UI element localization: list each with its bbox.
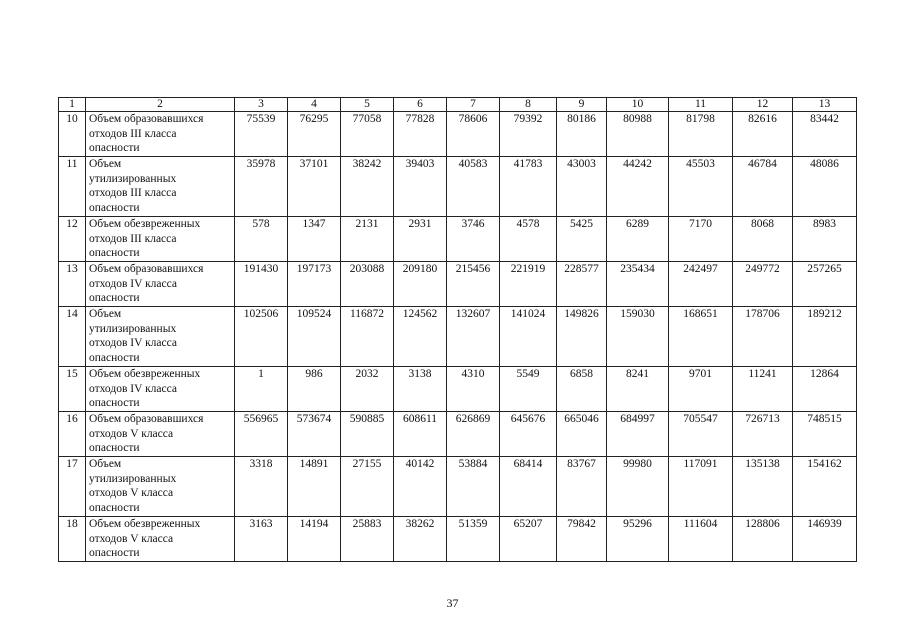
value-cell: 3318: [235, 457, 288, 517]
value-cell: 705547: [669, 412, 733, 457]
row-label: [86, 157, 235, 217]
row-label-line: отходов III класса: [89, 187, 177, 199]
value-cell: 41783: [500, 157, 557, 217]
row-label: [86, 517, 235, 562]
value-cell: 80186: [557, 112, 607, 157]
value-cell: 154162: [793, 457, 857, 517]
value-cell: 209180: [394, 262, 447, 307]
table-row: [59, 307, 857, 367]
row-label-line: опасности: [89, 201, 140, 214]
value-cell: 65207: [500, 517, 557, 562]
value-cell: 221919: [500, 262, 557, 307]
value-cell: 48086: [793, 157, 857, 217]
row-index: 16: [59, 412, 86, 457]
value-cell: 573674: [288, 412, 341, 457]
data-table: [58, 97, 857, 562]
row-label-line: Объем обезвреженных: [89, 368, 201, 380]
table-row: [59, 517, 857, 562]
value-cell: 4578: [500, 217, 557, 262]
row-index: 11: [59, 157, 86, 217]
value-cell: 80988: [607, 112, 669, 157]
value-cell: 6289: [607, 217, 669, 262]
column-number-header: 1: [59, 98, 86, 112]
row-index: 18: [59, 517, 86, 562]
value-cell: 590885: [341, 412, 394, 457]
row-label-line: утилизированных: [89, 172, 177, 185]
value-cell: 102506: [235, 307, 288, 367]
value-cell: 8983: [793, 217, 857, 262]
row-label-line: опасности: [89, 247, 140, 259]
value-cell: 51359: [447, 517, 500, 562]
value-cell: 8068: [733, 217, 793, 262]
value-cell: 37101: [288, 157, 341, 217]
row-label-line: Объем образовавшихся: [89, 263, 204, 275]
row-label-line: Объем обезвреженных: [89, 218, 201, 230]
value-cell: 128806: [733, 517, 793, 562]
table-row: [59, 262, 857, 307]
value-cell: 132607: [447, 307, 500, 367]
row-label-line: отходов III класса: [89, 232, 177, 245]
table-row: [59, 412, 857, 457]
value-cell: 53884: [447, 457, 500, 517]
value-cell: 5425: [557, 217, 607, 262]
value-cell: 626869: [447, 412, 500, 457]
value-cell: 608611: [394, 412, 447, 457]
value-cell: 9701: [669, 367, 733, 412]
value-cell: 189212: [793, 307, 857, 367]
value-cell: 235434: [607, 262, 669, 307]
value-cell: 109524: [288, 307, 341, 367]
value-cell: 4310: [447, 367, 500, 412]
value-cell: 83767: [557, 457, 607, 517]
row-label-line: опасности: [89, 547, 140, 559]
row-label: [86, 112, 235, 157]
value-cell: 1: [235, 367, 288, 412]
row-label-line: Объем обезвреженных: [89, 518, 201, 530]
value-cell: 8241: [607, 367, 669, 412]
value-cell: 986: [288, 367, 341, 412]
value-cell: 2032: [341, 367, 394, 412]
row-label-line: опасности: [89, 397, 140, 409]
value-cell: 11241: [733, 367, 793, 412]
column-number-header: 12: [733, 98, 793, 112]
header-row: [59, 98, 857, 112]
value-cell: 3163: [235, 517, 288, 562]
table-row: [59, 457, 857, 517]
value-cell: 95296: [607, 517, 669, 562]
value-cell: 25883: [341, 517, 394, 562]
column-number-header: 11: [669, 98, 733, 112]
value-cell: 46784: [733, 157, 793, 217]
row-label: [86, 262, 235, 307]
column-number-header: 5: [341, 98, 394, 112]
value-cell: 5549: [500, 367, 557, 412]
value-cell: 79392: [500, 112, 557, 157]
value-cell: 215456: [447, 262, 500, 307]
value-cell: 191430: [235, 262, 288, 307]
row-label-line: Объем образовавшихся: [89, 413, 204, 425]
value-cell: 2131: [341, 217, 394, 262]
value-cell: 249772: [733, 262, 793, 307]
value-cell: 665046: [557, 412, 607, 457]
row-label-line: отходов V класса: [89, 532, 174, 545]
value-cell: 77058: [341, 112, 394, 157]
row-label-line: опасности: [89, 442, 140, 454]
value-cell: 178706: [733, 307, 793, 367]
value-cell: 83442: [793, 112, 857, 157]
row-label-line: отходов III класса: [89, 127, 177, 140]
row-index: 10: [59, 112, 86, 157]
value-cell: 578: [235, 217, 288, 262]
value-cell: 38242: [341, 157, 394, 217]
value-cell: 7170: [669, 217, 733, 262]
row-index: 17: [59, 457, 86, 517]
value-cell: 12864: [793, 367, 857, 412]
value-cell: 82616: [733, 112, 793, 157]
value-cell: 197173: [288, 262, 341, 307]
value-cell: 117091: [669, 457, 733, 517]
row-label-line: Объем: [89, 158, 122, 170]
value-cell: 45503: [669, 157, 733, 217]
value-cell: 3746: [447, 217, 500, 262]
table-row: [59, 217, 857, 262]
value-cell: 203088: [341, 262, 394, 307]
row-label: [86, 457, 235, 517]
row-label-line: отходов IV класса: [89, 382, 177, 395]
value-cell: 27155: [341, 457, 394, 517]
value-cell: 116872: [341, 307, 394, 367]
column-number-header: 6: [394, 98, 447, 112]
row-label-line: Объем образовавшихся: [89, 113, 204, 125]
table-row: [59, 367, 857, 412]
row-index: 14: [59, 307, 86, 367]
value-cell: 39403: [394, 157, 447, 217]
value-cell: 6858: [557, 367, 607, 412]
column-number-header: 3: [235, 98, 288, 112]
column-number-header: 9: [557, 98, 607, 112]
value-cell: 168651: [669, 307, 733, 367]
row-index: 15: [59, 367, 86, 412]
value-cell: 14194: [288, 517, 341, 562]
column-number-header: 4: [288, 98, 341, 112]
value-cell: 748515: [793, 412, 857, 457]
value-cell: 684997: [607, 412, 669, 457]
value-cell: 149826: [557, 307, 607, 367]
value-cell: 124562: [394, 307, 447, 367]
value-cell: 3138: [394, 367, 447, 412]
value-cell: 1347: [288, 217, 341, 262]
value-cell: 35978: [235, 157, 288, 217]
row-label: [86, 367, 235, 412]
row-label-line: опасности: [89, 351, 140, 364]
value-cell: 76295: [288, 112, 341, 157]
value-cell: 40583: [447, 157, 500, 217]
row-index: 12: [59, 217, 86, 262]
value-cell: 44242: [607, 157, 669, 217]
value-cell: 146939: [793, 517, 857, 562]
column-number-header: 13: [793, 98, 857, 112]
value-cell: 645676: [500, 412, 557, 457]
row-label-line: отходов IV класса: [89, 337, 177, 349]
value-cell: 726713: [733, 412, 793, 457]
value-cell: 111604: [669, 517, 733, 562]
value-cell: 40142: [394, 457, 447, 517]
row-label-line: отходов IV класса: [89, 277, 177, 290]
value-cell: 75539: [235, 112, 288, 157]
row-label: [86, 307, 235, 367]
value-cell: 556965: [235, 412, 288, 457]
row-label-line: отходов V класса: [89, 487, 174, 499]
column-number-header: 10: [607, 98, 669, 112]
value-cell: 99980: [607, 457, 669, 517]
value-cell: 43003: [557, 157, 607, 217]
value-cell: 68414: [500, 457, 557, 517]
row-index: 13: [59, 262, 86, 307]
column-number-header: 2: [86, 98, 235, 112]
row-label-line: Объем: [89, 308, 122, 320]
row-label: [86, 217, 235, 262]
row-label-line: отходов V класса: [89, 427, 174, 440]
value-cell: 242497: [669, 262, 733, 307]
value-cell: 257265: [793, 262, 857, 307]
row-label-line: утилизированных: [89, 472, 177, 485]
value-cell: 81798: [669, 112, 733, 157]
value-cell: 38262: [394, 517, 447, 562]
table-row: [59, 157, 857, 217]
row-label-line: опасности: [89, 501, 140, 514]
value-cell: 159030: [607, 307, 669, 367]
table-row: [59, 112, 857, 157]
value-cell: 14891: [288, 457, 341, 517]
row-label-line: утилизированных: [89, 322, 177, 335]
page-number: 37: [446, 596, 459, 610]
row-label-line: опасности: [89, 292, 140, 304]
row-label: [86, 412, 235, 457]
value-cell: 2931: [394, 217, 447, 262]
value-cell: 78606: [447, 112, 500, 157]
value-cell: 228577: [557, 262, 607, 307]
value-cell: 141024: [500, 307, 557, 367]
value-cell: 77828: [394, 112, 447, 157]
value-cell: 79842: [557, 517, 607, 562]
value-cell: 135138: [733, 457, 793, 517]
row-label-line: Объем: [89, 458, 122, 470]
column-number-header: 8: [500, 98, 557, 112]
column-number-header: 7: [447, 98, 500, 112]
row-label-line: опасности: [89, 142, 140, 154]
